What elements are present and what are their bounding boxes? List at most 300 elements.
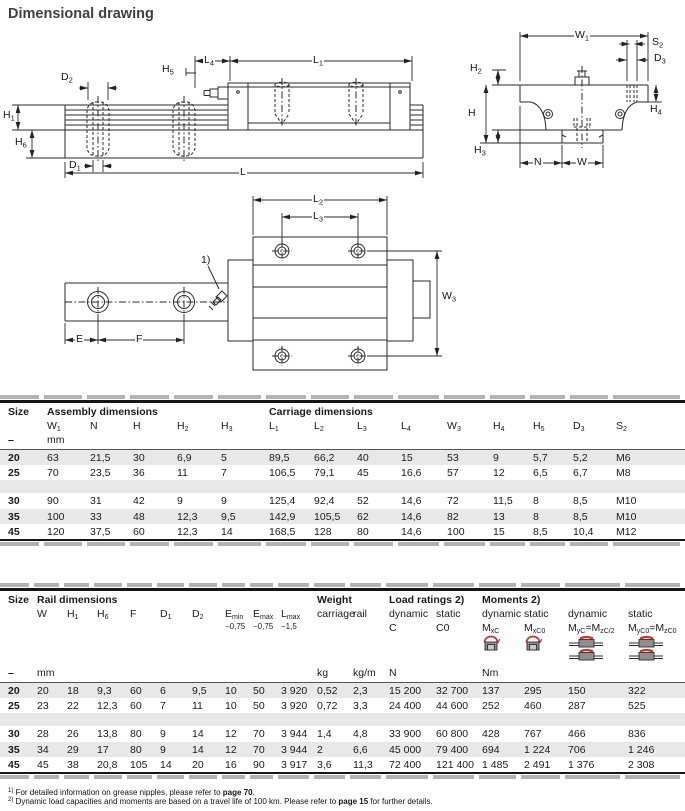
value-cell: 106,5 <box>269 466 296 479</box>
size-cell: 25 <box>8 699 20 712</box>
value-cell: 10 <box>222 682 250 698</box>
value-cell: 29 <box>64 742 94 758</box>
size-header-spacer <box>0 419 44 433</box>
footnote-2: $^{2)}$ Dynamic load capacities and moments are based on a travel life of 100 km. Please refer to page 15 for further details. <box>8 797 433 806</box>
unit-cell <box>490 433 530 450</box>
assembly-carriage-dimensions-table <box>0 395 685 546</box>
value-cell: 8,5 <box>533 526 548 538</box>
value-cell: 90 <box>253 759 265 771</box>
value-cell: 9 <box>157 742 189 758</box>
table-row <box>0 742 685 758</box>
dim-label-d1: $D_1$ <box>69 159 81 173</box>
moment-icon-cell <box>94 635 127 666</box>
value-cell: 8,5 <box>573 495 588 507</box>
column-symbol-header: $H_4$ <box>493 419 505 433</box>
moment-icon-cell <box>433 635 479 666</box>
value-cell: 9,5 <box>189 682 222 698</box>
value-cell: 72 <box>447 495 459 507</box>
value-cell: 9,5 <box>218 509 266 525</box>
unit-cell <box>444 433 490 450</box>
value-cell: 70 <box>47 466 59 479</box>
column-symbol-header <box>94 621 127 635</box>
unit-cell <box>565 666 625 683</box>
value-cell: 322 <box>625 682 685 698</box>
bending-moment-pair-icon <box>568 635 604 662</box>
value-cell: 70 <box>250 742 278 758</box>
column-symbol-header: rail <box>353 607 368 620</box>
column-symbol-header: N <box>90 419 98 432</box>
unit-cell: kg/m <box>350 666 386 683</box>
value-cell: M8 <box>616 466 631 479</box>
size-cell: 45 <box>8 759 20 771</box>
size-column-header: Size <box>8 405 30 418</box>
table-row <box>0 524 685 540</box>
value-cell: 45 <box>37 759 49 771</box>
column-symbol-header <box>127 621 157 635</box>
value-cell: 66,2 <box>311 449 354 465</box>
column-symbol-header: $H_6$ <box>97 607 109 621</box>
unit-cell <box>130 433 174 450</box>
value-cell: 60 800 <box>436 728 469 740</box>
dim-label-l3: $L_3$ <box>313 210 324 224</box>
value-cell: 8 <box>533 495 539 507</box>
moment-icon-cell <box>189 635 222 666</box>
dim-label-l4: $L_4$ <box>204 54 215 68</box>
value-cell: 23 <box>37 699 49 712</box>
value-cell: M10 <box>613 509 685 525</box>
value-cell: 6 <box>157 682 189 698</box>
torsion-moment-icon <box>482 635 500 651</box>
value-cell: 57 <box>447 466 459 479</box>
value-cell: 11 <box>192 699 203 712</box>
value-cell: 44 600 <box>436 699 469 712</box>
size-cell: 35 <box>0 509 44 525</box>
value-cell: 6,5 <box>533 466 548 479</box>
table-row <box>0 698 685 714</box>
dim-label-d2: $D_2$ <box>61 71 73 85</box>
value-cell: 14 <box>189 742 222 758</box>
value-cell: 79,1 <box>314 466 335 479</box>
column-symbol-header: W <box>37 607 47 620</box>
value-cell: 9 <box>490 449 530 465</box>
table-row <box>0 449 685 465</box>
value-cell: 33 900 <box>389 728 422 740</box>
value-cell: 8 <box>530 509 570 525</box>
size-cell: 30 <box>8 495 20 507</box>
table-column-guide <box>0 775 685 779</box>
value-cell: 12,3 <box>177 526 198 538</box>
value-cell: 20 <box>34 682 64 698</box>
unit-cell <box>64 666 94 683</box>
group-header: Carriage dimensions <box>269 405 373 418</box>
dim-label-d3: $D_3$ <box>654 52 666 66</box>
unit-cell <box>398 433 444 450</box>
table-row <box>0 757 685 773</box>
value-cell: 5 <box>218 449 266 465</box>
value-cell: 20 <box>192 759 204 771</box>
value-cell: 60 <box>127 682 157 698</box>
value-cell: 60 <box>130 699 142 712</box>
value-cell: 252 <box>482 699 500 712</box>
value-cell: 62 <box>354 509 398 525</box>
column-symbol-header: −1,5 <box>281 621 297 631</box>
value-cell: 9,3 <box>94 682 127 698</box>
dim-label-h6: $H_6$ <box>15 136 27 150</box>
rail-load-moments-table <box>0 583 685 779</box>
value-cell: 11 <box>177 466 188 479</box>
value-cell: 2 <box>314 742 350 758</box>
size-cell: 20 <box>0 682 34 698</box>
carriage-mounting-holes <box>272 241 368 366</box>
unit-cell: N <box>386 666 433 683</box>
dim-label-l1: $L_1$ <box>313 54 324 68</box>
spacer-row <box>0 713 685 726</box>
column-symbol-header: $L_4$ <box>401 419 411 433</box>
value-cell: 12 <box>222 742 250 758</box>
column-symbol-header: $W_3$ <box>447 419 461 433</box>
value-cell: 5,7 <box>530 449 570 465</box>
value-cell: 120 <box>47 526 65 538</box>
size-header-spacer <box>0 607 34 621</box>
value-cell: 13 <box>490 509 530 525</box>
unit-cell: Nm <box>479 666 521 683</box>
value-cell: 11,3 <box>353 759 373 771</box>
value-cell: 3 920 <box>281 699 308 712</box>
table-column-guide <box>0 542 685 546</box>
value-cell: 1 485 <box>482 759 509 771</box>
value-cell: 50 <box>250 682 278 698</box>
table-row <box>0 509 685 525</box>
value-cell: 45 <box>357 466 369 479</box>
value-cell: 10,4 <box>573 526 594 538</box>
value-cell: 24 400 <box>389 699 422 712</box>
value-cell: 50 <box>253 699 265 712</box>
dim-label-l: L <box>240 166 246 178</box>
value-cell: 38 <box>67 759 79 771</box>
value-cell: 16 <box>225 759 237 771</box>
column-symbol-header: F <box>130 607 137 620</box>
dim-label-h5: $H_5$ <box>162 63 174 77</box>
value-cell: 11,5 <box>493 495 513 507</box>
column-symbol-header: $S_2$ <box>616 419 627 433</box>
column-symbol-header: −0,75 <box>225 621 246 631</box>
value-cell: 60 <box>133 526 145 538</box>
value-cell: 100 <box>44 509 87 525</box>
dim-label-h1: $H_1$ <box>3 109 15 123</box>
column-symbol-header: $L_2$ <box>314 419 324 433</box>
size-header-spacer <box>0 621 34 635</box>
unit-cell: kg <box>314 666 350 683</box>
value-cell: 14,6 <box>398 509 444 525</box>
value-cell: 5,2 <box>570 449 613 465</box>
column-symbol-header: $D_1$ <box>160 607 172 621</box>
value-cell: 287 <box>568 699 586 712</box>
dim-label-w3: $W_3$ <box>442 290 457 304</box>
bending-moment-pair-icon <box>628 635 664 662</box>
value-cell: 21,5 <box>87 449 130 465</box>
column-symbol-header: dynamic <box>482 607 522 620</box>
size-unit-cell: – <box>0 666 34 683</box>
value-cell: 18 <box>64 682 94 698</box>
value-cell: 295 <box>521 682 565 698</box>
unit-cell <box>433 666 479 683</box>
value-cell: 80 <box>357 526 369 538</box>
unit-cell <box>87 433 130 450</box>
value-cell: 14 <box>192 728 204 740</box>
unit-cell: mm <box>34 666 64 683</box>
column-symbol-header: dynamic <box>389 607 429 620</box>
moment-icon-cell <box>250 635 278 666</box>
column-symbol-header: $L_1$ <box>269 419 279 433</box>
column-symbol-header: $E_{max}$ <box>253 607 274 621</box>
carriage-thread-hidden-lines <box>275 82 363 124</box>
value-cell: 80 <box>130 728 142 740</box>
value-cell: 30 <box>130 449 174 465</box>
value-cell: 14,6 <box>401 495 422 507</box>
value-cell: 7 <box>160 699 166 712</box>
value-cell: M10 <box>616 495 637 507</box>
value-cell: 525 <box>628 699 646 712</box>
value-cell: 137 <box>479 682 521 698</box>
value-cell: 1 246 <box>625 742 685 758</box>
size-column-header: Size <box>8 593 30 606</box>
column-symbol-header: $H_2$ <box>177 419 189 433</box>
drawing-canvas <box>0 26 685 392</box>
end-view <box>480 29 662 168</box>
value-cell: 3 920 <box>278 682 314 698</box>
value-cell: 9 <box>160 728 166 740</box>
unit-cell <box>157 666 189 683</box>
value-cell: 31 <box>90 495 102 507</box>
value-cell: 105 <box>130 759 148 771</box>
group-header: Weight <box>317 593 352 606</box>
value-cell: 15 200 <box>386 682 433 698</box>
value-cell: 694 <box>479 742 521 758</box>
unit-cell <box>174 433 218 450</box>
column-symbol-header: C <box>389 621 397 634</box>
unit-cell <box>222 666 250 683</box>
unit-cell <box>250 666 278 683</box>
moment-icon-cell <box>64 635 94 666</box>
spacer-row <box>0 480 685 493</box>
value-cell: 42 <box>133 495 145 507</box>
size-cell: 25 <box>8 466 20 479</box>
moment-icon-cell <box>479 635 521 666</box>
value-cell: 28 <box>37 728 49 740</box>
column-symbol-header <box>64 621 94 635</box>
moment-icon-cell <box>222 635 250 666</box>
value-cell: 125,4 <box>269 495 296 507</box>
value-cell: 10 <box>225 699 237 712</box>
value-cell: 12 <box>493 466 505 479</box>
page-title: Dimensional drawing <box>8 6 154 22</box>
column-symbol-header: static <box>436 607 461 620</box>
value-cell: 767 <box>524 728 542 740</box>
column-symbol-header: static <box>524 607 549 620</box>
column-symbol-header: $H_5$ <box>533 419 545 433</box>
moment-icon-cell <box>350 635 386 666</box>
dim-label-e: E <box>76 333 84 345</box>
moment-icon-cell <box>625 635 685 666</box>
column-symbol-header: $W_1$ <box>47 419 61 433</box>
value-cell: 12,3 <box>174 509 218 525</box>
size-cell: 45 <box>8 526 20 538</box>
unit-cell <box>189 666 222 683</box>
value-cell: 6,6 <box>350 742 386 758</box>
column-symbol-header: $D_2$ <box>192 607 204 621</box>
value-cell: 3 944 <box>281 728 308 740</box>
value-cell: 4,8 <box>353 728 368 740</box>
column-symbol-header <box>157 621 189 635</box>
dim-label-w1: $W_1$ <box>575 29 590 43</box>
column-symbol-header: carriage <box>317 607 355 620</box>
value-cell: 466 <box>568 728 586 740</box>
footnote-1: $^{1)}$ For detailed information on grease nipples, please refer to page 70. <box>8 788 255 797</box>
value-cell: 7 <box>221 466 227 479</box>
value-cell: 9 <box>221 495 227 507</box>
spacer-cell <box>0 713 685 726</box>
assembly-carriage-dimensions-table <box>0 400 685 542</box>
value-cell: 15 <box>493 526 505 538</box>
moment-icon-cell <box>34 635 64 666</box>
column-symbol-header: $L_{max}$ <box>281 607 301 621</box>
value-cell: 72 400 <box>389 759 422 771</box>
value-cell: 48 <box>130 509 174 525</box>
rail-load-moments-table <box>0 588 685 775</box>
column-symbol-header <box>189 621 222 635</box>
unit-cell <box>354 433 398 450</box>
value-cell: 128 <box>314 526 332 538</box>
size-cell: 35 <box>0 742 34 758</box>
value-cell: 460 <box>524 699 542 712</box>
table-row <box>0 493 685 509</box>
column-symbol-header: $H_1$ <box>67 607 79 621</box>
unit-cell <box>530 433 570 450</box>
value-cell: M12 <box>616 526 637 538</box>
value-cell: 6,7 <box>573 466 588 479</box>
table-row <box>0 465 685 481</box>
value-cell: 40 <box>354 449 398 465</box>
column-symbol-header <box>350 621 386 635</box>
column-symbol-header: $D_3$ <box>573 419 585 433</box>
value-cell: 20,8 <box>97 759 118 771</box>
unit-cell <box>94 666 127 683</box>
dim-label-f: F <box>136 333 143 345</box>
value-cell: 2 491 <box>524 759 551 771</box>
value-cell: 6,9 <box>174 449 218 465</box>
size-header-spacer <box>0 635 34 666</box>
value-cell: 17 <box>94 742 127 758</box>
value-cell: 3 917 <box>281 759 308 771</box>
unit-cell <box>521 666 565 683</box>
value-cell: 32 700 <box>433 682 479 698</box>
unit-cell <box>613 433 685 450</box>
value-cell: M6 <box>613 449 685 465</box>
size-cell: 30 <box>8 728 20 740</box>
end-dimension-lines <box>480 29 662 168</box>
moment-icon-cell <box>314 635 350 666</box>
value-cell: 105,5 <box>311 509 354 525</box>
dim-label-s2: $S_2$ <box>652 36 664 50</box>
value-cell: 2,3 <box>350 682 386 698</box>
group-header: Load ratings 2) <box>389 593 465 606</box>
dim-label-l2: $L_2$ <box>313 193 324 207</box>
column-symbol-header: $M_{yC}=M_{zC/2}$ <box>568 621 615 635</box>
value-cell: 142,9 <box>266 509 311 525</box>
value-cell: 8,5 <box>570 509 613 525</box>
column-symbol-header: static <box>628 607 653 620</box>
value-cell: 70 <box>253 728 265 740</box>
grease-nipple-note-ref: 1) <box>201 254 211 266</box>
moment-icon-cell <box>386 635 433 666</box>
value-cell: 14,6 <box>401 526 422 538</box>
moment-icon-cell <box>157 635 189 666</box>
unit-cell <box>625 666 685 683</box>
top-view <box>65 193 442 370</box>
value-cell: 14 <box>221 526 233 538</box>
value-cell: 33 <box>87 509 130 525</box>
column-symbol-header: −0,75 <box>253 621 274 631</box>
value-cell: 1 224 <box>521 742 565 758</box>
value-cell: 121 400 <box>436 759 474 771</box>
column-symbol-header <box>34 621 64 635</box>
torsion-moment-icon <box>524 635 542 651</box>
value-cell: 12 <box>225 728 237 740</box>
value-cell: 15 <box>398 449 444 465</box>
value-cell: 80 <box>127 742 157 758</box>
value-cell: 150 <box>565 682 625 698</box>
value-cell: 36 <box>133 466 145 479</box>
table-column-guide <box>0 395 685 399</box>
value-cell: 1 376 <box>568 759 595 771</box>
column-symbol-header: H <box>133 419 141 432</box>
column-symbol-header: dynamic <box>568 607 608 620</box>
value-cell: 3,6 <box>317 759 332 771</box>
grease-nipple-icon <box>208 266 227 310</box>
group-header: Rail dimensions <box>37 593 118 606</box>
moment-icon-cell <box>127 635 157 666</box>
value-cell: 0,52 <box>314 682 350 698</box>
dim-label-w: W <box>577 156 587 168</box>
value-cell: 79 400 <box>433 742 479 758</box>
table-row <box>0 726 685 742</box>
dim-label-h: H <box>468 107 476 119</box>
value-cell: 53 <box>444 449 490 465</box>
value-cell: 52 <box>357 495 369 507</box>
value-cell: 63 <box>44 449 87 465</box>
unit-cell <box>218 433 266 450</box>
size-cell: 20 <box>0 449 44 465</box>
dim-label-h2: $H_2$ <box>470 62 482 76</box>
value-cell: 1,4 <box>317 728 332 740</box>
unit-cell <box>570 433 613 450</box>
dimensional-drawing <box>0 26 685 392</box>
value-cell: 26 <box>67 728 79 740</box>
value-cell: 706 <box>565 742 625 758</box>
moment-icon-cell <box>521 635 565 666</box>
unit-cell: mm <box>44 433 87 450</box>
value-cell: 37,5 <box>90 526 111 538</box>
value-cell: 13,8 <box>97 728 118 740</box>
unit-cell <box>311 433 354 450</box>
value-cell: 22 <box>67 699 79 712</box>
value-cell: 9 <box>177 495 183 507</box>
table-column-guide <box>0 583 685 587</box>
value-cell: 92,4 <box>314 495 335 507</box>
value-cell: 90 <box>47 495 59 507</box>
value-cell: 3 944 <box>278 742 314 758</box>
column-symbol-header <box>314 621 350 635</box>
